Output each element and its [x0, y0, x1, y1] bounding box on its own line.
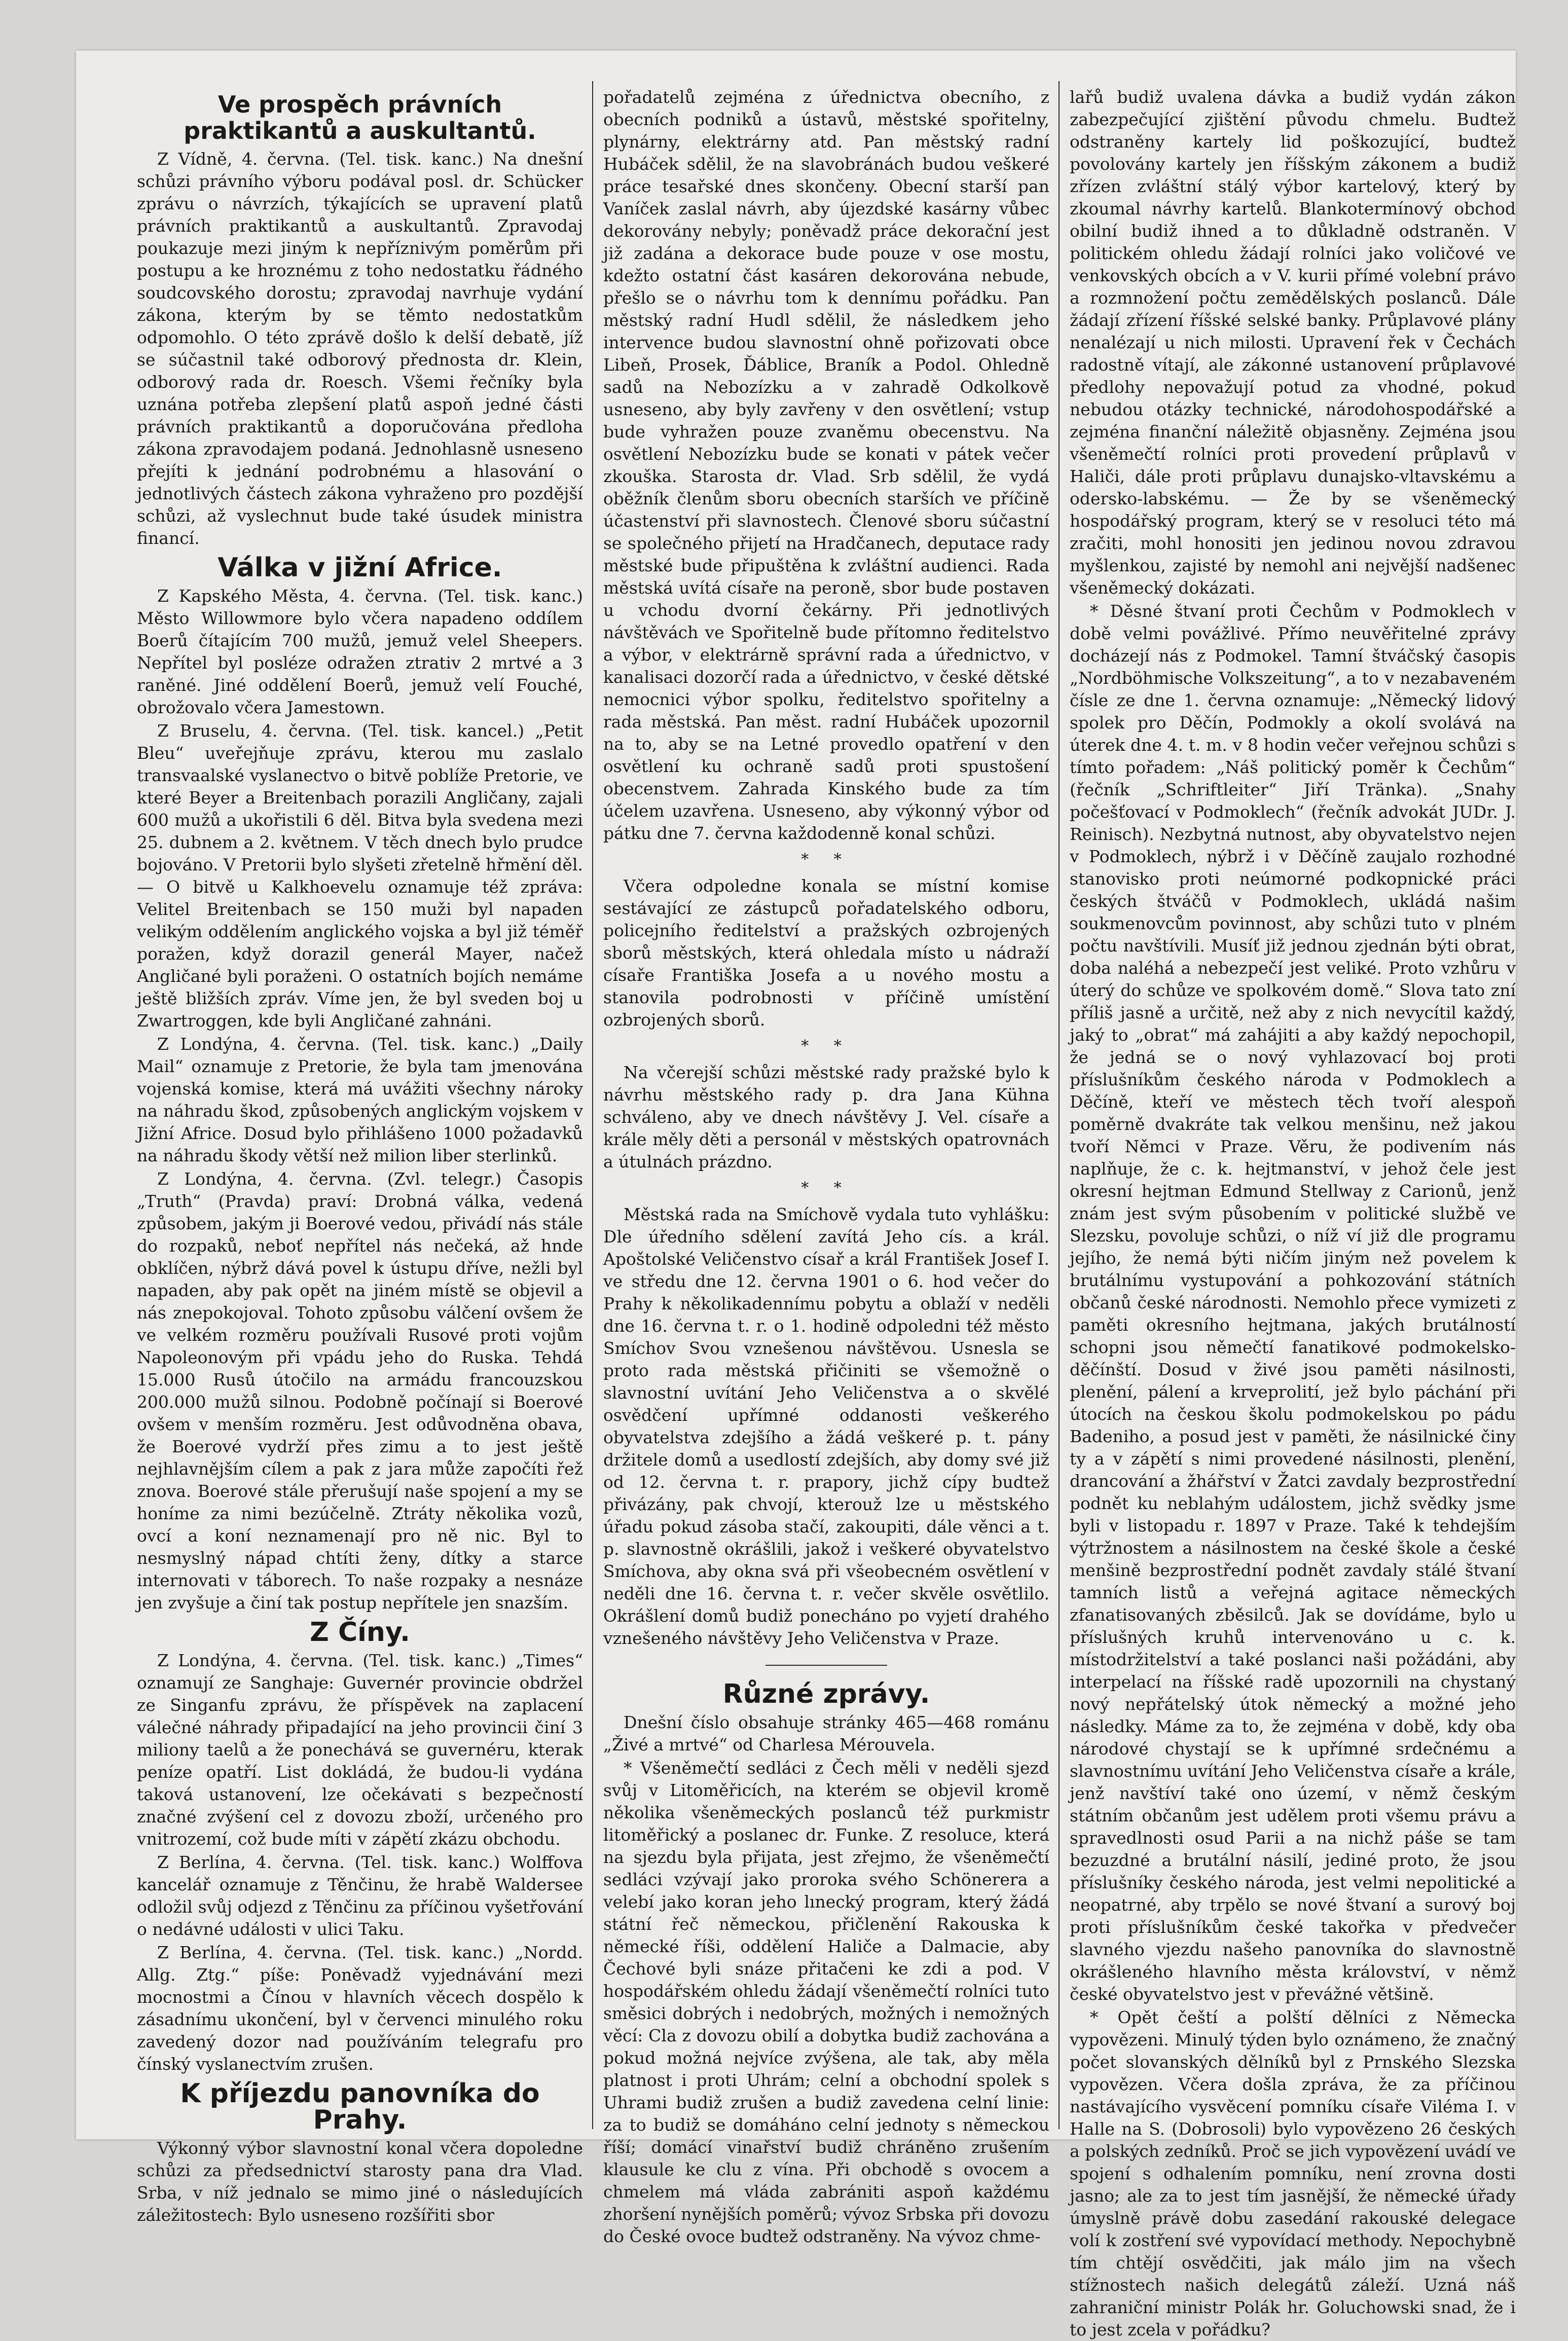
headline-ruzne-zpravy: Různé zprávy. [722, 1679, 930, 1709]
column-middle [603, 86, 1049, 2246]
newspaper-page [76, 51, 1516, 2339]
article-paragraph: Z Bruselu, 4. června. (Tel. tisk. kancel.) „Petit Bleu“ uveřejňuje zprávu, kterou mu zaslalo transvaalské vyslanectvo o bitvě poblíže Pretorie, ve které Beyer a Breitenbach porazili Angličany, zajali 600 mužů a ukořistili 6 děl. Bitva byla svedena mezi 25. dubnem a 2. květnem. V těch dnech bylo prudce bojováno. V Pretorii bylo slyšeti zřetelně hřmění děl. — O bitvě u Kalkhoevelu oznamuje též zpráva: Velitel Breitenbach se 150 muži byl napaden velikým oddělením anglického vojska a byl již téměř poražen, když dorazil generál Mayer, načež Angličané byli poraženi. O ostatních bojích nemáme ještě bližších zpráv. Víme jen, že byl sveden boj u Zwartroggen, kde byli Angličané zahnáni. [137, 721, 583, 1031]
separator-stars: * * [801, 851, 852, 868]
column-rule [592, 81, 593, 2129]
column-rule [1059, 81, 1060, 2129]
article-paragraph: pořadatelů zejména z úřednictva obecního, z obecních podniků a ústavů, městské spořitelny, plynárny, elektrárny atd. Pan městský radní Hubáček sdělil, že na slavobránách budou veškeré práce tesařské dnes skončeny. Obecní starší pan Vaníček zaslal návrh, aby újezdské kasárny vůbec dekorovány nebyly; poněvadž práce dekorační jest již zadána a dekorace bude pouze v ose mostu, kdežto ostatní část kasáren dekorována nebude, přešlo se o návrhu tom k dennímu pořádku. Pan městský radní Hudl sdělil, že následkem jeho intervence budou slavnostní ohně pořizovati obce Libeň, Prosek, Ďáblice, Braník a Podol. Ohledně sadů na Nebozízku a v zahradě Odkolkově usneseno, aby byly zavřeny v den osvětlení; vstup bude vyhražen pouze zvaněmu obecenstvu. Na osvětlení Nebozízku bude se konati v pátek večer zkouška. Starosta dr. Vlad. Srb sdělil, že vydá oběžník členům sboru obecních starších ve příčině účastenství při slavnostech. Členové sboru súčastní se společného přijetí na Hradčanech, deputace rady městské bude připuštěna k zvláštní audienci. Rada městská uvítá císaře na peroně, sbor bude postaven u vchodu dvorní čekárny. Při jednotlivých návštěvách ve Spořitelně bude přítomno ředitelstvo a výbor, v elektrárně správní rada a úřednictvo, v kanalisaci dozorčí rada a úřednictvo, v české dětské nemocnici výbor spolku, ředitelstvo spořitelny a rada městská. Pan měst. radní Hubáček upozornil na to, aby se na Letné provedlo opatření v den osvětlení ku ochraně sadů proti spustošení obecenstvem. Zahrada Kinského bude za tím účelem uzavřena. Usneseno, aby výkonný výbor od pátku dne 7. června každodenně konal schůzi. [603, 87, 1049, 843]
headline-valka: Válka v jižní Africe. [217, 553, 502, 583]
article-paragraph: Z Londýna, 4. června. (Tel. tisk. kanc.) „Daily Mail“ oznamuje z Pretorie, že byla tam jmenována vojenská komise, která má uvážiti všechny nároky na náhradu škod, způsobených anglickým vojskem v Jižní Africe. Dosud bylo přihlášeno 1000 požadavků na náhradu škody větší než milion liber sterlinků. [137, 1034, 583, 1165]
article-paragraph: Z Vídně, 4. června. (Tel. tisk. kanc.) Na dnešní schůzi právního výboru podával posl. dr. Schücker zprávu o návrzích, týkajících se upravení platů právních praktikantů a auskultantů. Zpravodaj poukazuje mezi jiným k nepříznivým poměrům při postupu a ke hroznému z toho nedostatku řádného soudcovského dorostu; zpravodaj navrhuje vydání zákona, kterým by se těmto nedostatkům odpomohlo. O této zprávě došlo k delší debatě, jíž se súčastnil také odborový přednosta dr. Klein, odborový rada dr. Roesch. Všemi řečníky byla uznána potřeba zlepšení platů aspoň jedné části právních praktikantů a doporučována předloha zákona zpravodajem podaná. Jednohlasně usneseno přejíti k jednání podrobnému a hlasování o jednotlivých částech zákona vyhraženo pro pozdější schůzi, až vyslechnut bude také úsudek ministra financí. [137, 149, 583, 548]
section-divider [765, 1665, 887, 1666]
article-paragraph: Včera odpoledne konala se místní komise sestávající ze zástupců pořadatelského odboru, policejního ředitelství a pražských ozbrojených sborů městských, která ohledala místo u nádraží císaře Františka Josefa a u nového mostu a stanovila podrobnosti v příčině umístění ozbrojených sborů. [603, 876, 1049, 1030]
article-paragraph: Z Berlína, 4. června. (Tel. tisk. kanc.) Wolffova kancelář oznamuje z Těnčinu, že hrabě Waldersee odložil svůj odjezd z Těnčinu za příčinou vyšetřování o nedávné události v ulici Taku. [137, 1852, 583, 1939]
headline-prijezd: K příjezdu panovníka do Prahy. [180, 2078, 540, 2135]
article-paragraph: * Všeněmečtí sedláci z Čech měli v neděli sjezd svůj v Litoměřicích, na kterém se objevil kromě několika všeněmeckých poslanců též purkmistr litoměřický a poslanec dr. Funke. Z resoluce, která na sjezdu byla přijata, jest zřejmo, že všeněmečtí sedláci vzývají jako proroka svého Schönerera a velebí jako koran jeho lınecký program, který žádá státní řeč německou, přičlenění Rakouska k německé říši, oddělení Haliče a Dalmacie, aby Čechové byli snáze přitačeni ke zdi a pod. V hospodářském ohledu žádají všeněmečtí rolníci tuto směsici dobrých i nedobrých, možných i nemožných věcí: Cla z dovozu obilí a dobytka budiž zachována a pokud možná nejvíce zvýšena, ale tak, aby měla platnost i proti Uhrám; celní a obchodní spolek s Uhrami budiž zrušen a budiž zavedena celní linie: za to budiž se domáháno celní jednoty s německou říší; domácí vinařství budiž chráněno zrušením klausule ke clu z vína. Při obchodě s ovocem a chmelem má vláda zabrániti aspoň každému zhoršení nynějších poměrů; vývoz Srbska při dovozu do České ovoce budtež odstraněny. Na vývoz chme- [603, 1758, 1049, 2246]
article-paragraph: Městská rada na Smíchově vydala tuto vyhlášku: Dle úředního sdělení zavítá Jeho cís. a král. Apoštolské Veličenstvo císař a král František Josef I. ve středu dne 12. června 1901 o 6. hod večer do Prahy k několikadennímu pobytu a oblaží v neděli dne 16. června t. r. o 1. hodině odpoledni též město Smíchov Svou vznešenou návštěvou. Usnesla se proto rada městská přičiniti se všemožně o slavnostní uvítání Jeho Veličenstva a o skvělé osvědčení upřímné oddanosti veškerého obyvatelstva zdejšího a žádá veškeré p. t. pány držitele domů a usedlostí zdejších, aby domy své již od 12. června t. r. prapory, jichž cípy budtež přivázány, pak chvojí, kterouž lze u městského úřadu pokud zásoba stačí, zakoupiti, dále věnci a t. p. slavnostně okrášlili, jakož i veškeré obyvatelstvo Smíchova, aby okna svá při všeobecném osvětlení v neděli dne 16. června t. r. večer skvěle osvětlilo. Okrášlení domů budiž ponecháno po vyjetí drahého vznešeného návštěvy Jeho Veličenstva v Praze. [603, 1204, 1049, 1648]
headline-prakticanti: Ve prospěch právních praktikantů a auskultantů. [184, 91, 536, 144]
article-paragraph: lařů budiž uvalena dávka a budiž vydán zákon zabezpečující zjištění původu chmelu. Budtež odstraněny kartely lid poškozující, budtež povolovány kartely jen říšským zákonem a budiž zřízen zvláštní stálý výbor kartelový, který by zkoumal návrhy kartelů. Blankotermínový obchod obilní budiž ihned a to důkladně odstraněn. V politickém ohledu žádají rolníci jako voličové ve venkovských obcích a v V. kurii přímé volební právo a rozmnožení počtu zemědělských poslanců. Dále žádají zřízení říšské selské banky. Průplavové plány nenalézají u nich milosti. Upravení řek v Čechách radostně vítají, ale zákonné ustanovení průplavové předlohy nepovažují potud za vhodné, pokud nebudou otázky technické, národohospodářské a zejména finanční náležitě objasněny. Zejména jsou všeněmečtí rolníci proti provedení průplavů v Haliči, dále proti průplavu dunajsko-vltavskému a odersko-labskému. — Že by se všeněmecký hospodářský program, který se v resoluci této má zračiti, mohl honositi jen jedinou novou zdravou myšlenkou, zajisté by nemohl ani nejvější nadšenec všeněmecký dokázati. [1070, 87, 1516, 598]
article-paragraph: Na včerejší schůzi městské rady pražské bylo k návrhu městského rady p. dra Jana Kühna schváleno, aby ve dnech návštěvy J. Vel. císaře a krále měly děti a personál v městských opatrovnách a útulnách prázdno. [603, 1063, 1049, 1172]
article-paragraph: Dnešní číslo obsahuje stránky 465—468 románu „Živé a mrtvé“ od Charlesa Mérouvela. [603, 1712, 1049, 1754]
article-paragraph: Z Londýna, 4. června. (Tel. tisk. kanc.) „Times“ oznamují ze Sanghaje: Guvernér provincie obdržel ze Singanfu zprávu, že příspěvek na zaplacení válečné náhrady připadající na jeho provincii činí 3 miliony taelů a že ponechává se guvernéru, kterak peníze opatří. List dokládá, že budou-li vydána taková ustanovení, lze očekávati s bezpečností značné zvýšení cel z dovozu zboží, určeného pro vnitrozemí, což bude míti v zápětí zkázu obchodu. [137, 1651, 583, 1849]
headline-ciny: Z Číny. [310, 1617, 410, 1648]
column-left [137, 86, 583, 2225]
article-paragraph: Z Berlína, 4. června. (Tel. tisk. kanc.) „Nordd. Allg. Ztg.“ píše: Poněvadž vyjednávání mezi mocnostmi a Čínou v hlavních věcech dospělo k zásadnímu ukončení, byl v červenci minulého roku zavedený dozor nad používáním telegrafu pro čínský vyslanectvím zrušen. [137, 1943, 583, 2074]
article-paragraph: Z Kapského Města, 4. června. (Tel. tisk. kanc.) Město Willowmore bylo včera napadeno oddílem Boerů čítajícím 700 mužů, jemuž velel Sheepers. Nepřítel byl posléze odražen ztrativ 2 mrtvé a 3 raněné. Jiné oddělení Boerů, jemuž velí Fouché, obrožovalo včera Jamestown. [137, 586, 583, 717]
article-paragraph: Výkonný výbor slavnostní konal včera dopoledne schůzi za předsednictví starosty pana dra Vlad. Srba, v níž jednalo se mimo jiné o následujících záležitostech: Bylo usneseno rozšířiti sbor [137, 2138, 583, 2225]
article-paragraph: * Děsné štvaní proti Čechům v Podmoklech v době velmi povážlivé. Přímo neuvěřitelné zprávy docházejí nás z Podmokel. Tamní štváčský časopis „Nordböhmische Volkszeitung“, a to v nezabaveném čísle ze dne 1. června oznamuje: „Německý lidový spolek pro Děčín, Podmokly a okolí svolává na úterek dne 4. t. m. v 8 hodin večer veřejnou schůzi s tímto pořadem: „Náš politický poměr k Čechům“ (řečník „Schriftleiter“ Jiří Tränka). „Snahy počešťovací v Podmoklech“ (řečník advokát JUDr. J. Reinisch). Nezbytná nutnost, aby obyvatelstvo nejen v Podmoklech, nýbrž i v Děčíně zaujalo rozhodné stanovisko proti neúmorné podkopnické práci českých štváčů v Podmoklech, ukládá našim soukmenovcům povinnost, aby schůzi tuto v plném počtu navštívili. Musíť již jednou zjednán býti obrat, doba naléhá a nebezpečí jest veliké. Proto vzhůru v úterý do schůze ve spolkovém domě.“ Slova tato zní příliš jasně a určitě, než aby z nich nevycítil každý, jaký to „obrat“ má zahájiti a aby každý nepochopil, že jedná se o nový vyhlazovací boj proti příslušníkům českého národa v Podmoklech a Děčíně, kteří ve městech těch tvoří alespoň poměrně dvakráte tak velkou menšinu, než jakou tvoří Němci v Praze. Věru, že podivením nás naplňuje, že c. k. hejtmanství, v jehož čele jest okresní hejtman Edmund Stellway z Carionů, jenž znám jest svým působením v politické službě ve Slezsku, povoluje schůzi, o níž ví již dle programu jejího, že nemá býti ničím jiným než povelem k brutálnímu vystupování a pohkozování státních občanů české národnosti. Nemohlo přece vymizeti z paměti okresního hejtmana, jakých brutálností schopni jsou němečtí fanatikové podmokelsko-děčínští. Dosud v živé jsou paměti násilnosti, plenění, pálení a krveprolití, jež bylo páchání při útocích na českou školu podmokelskou po pádu Badeniho, a posud jest v paměti, že násilnické činy ty a v zápětí s nimi provedené násilnosti, plenění, drancování a žhářství v Žatci zavdaly bezprostřední podnět ku neblahým událostem, jichž svědky jsme byli v listopadu r. 1897 v Praze. Také k tehdejším výtržnostem a násilnostem na české škole a české menšině bezprostřední podnět zavdaly stálé štvaní tamních listů a veřejná agitace německých zfanatisovaných zběsilců. Jak se dovídáme, bylo u příslušných kruhů intervenováno u c. k. místodržitelství a také poslanci naši požádáni, aby interpelací na říšské radě upozornili na chystaný nový nepřátelský útok německý a možné jeho následky. Máme za to, že zejména v době, kdy oba národové chystají se k upřímné srdečnému a slavnostnímu uvítání Jeho Veličenstva císaře a krále, jenž navštíví také ono území, v němž českým státním občanům jest udělem proti všemu právu a spravedlnosti osud Parii a na nichž páše se tam bezuzdné a brutální násilí, jediné proto, že jsou příslušníky českého národa, jest velmi nepolitické a neopatrné, aby trpělo se nové štvaní a surový boj proti příslušníkům české takořka v předvečer slavného vjezdu našeho panovníka do slavnostně okrášleného hlavního města království, v němž české obyvatelstvo jest v převážné většině. [1070, 601, 1516, 2004]
separator-stars: * * [801, 1037, 852, 1055]
article-paragraph: Z Londýna, 4. června. (Zvl. telegr.) Časopis „Truth“ (Pravda) praví: Drobná válka, vedená způsobem, jakým ji Boerové vedou, přivádí nás stále do rozpaků, neboť nepřítel nás nečeká, až hnde obklíčen, nýbrž dává povel k ústupu dříve, nežli byl napaden, aby pak opět na jiném místě se objevil a nás znepokojoval. Tohoto způsobu válčení ovšem že ve velkém rozměru používali Rusové proti vojům Napoleonovým při vpádu jeho do Ruska. Tehdá 15.000 Rusů útočilo na armádu francouzskou 200.000 mužů silnou. Podobně počínají si Boerové ovšem v menším rozměru. Jest odůvodněna obava, že Boerové vydrží přes zimu a to jest ještě nejhlavnějším cílem a pak z jara může započíti řež znova. Boerové stále přerušují naše spojení a my se honíme za nimi bezúčelně. Ztráty několika vozů, ovcí a koní neznamenají pro ně nic. Byl to nesmyslný nápad chtíti ženy, dítky a starce internovati v táborech. To naše rozpaky a nesnáze jen zvyšuje a činí tak postup nepřítele jen snazším. [137, 1169, 583, 1613]
article-paragraph: * Opět čeští a polští dělníci z Německa vypovězeni. Minulý týden bylo oznámeno, že značný počet slovanských dělníků byl z Prnského Slezska vypovězen. Včera došla zpráva, že za příčinou nastávajícího vysvěcení pomníku císaře Viléma I. v Halle na S. (Dobrosoli) bylo vypovězeno 26 českých a polských zedníků. Proč se jich vypovězení uvádí ve spojení s odhalením pomníku, není zrovna dosti jasno; ale za to jest tím jasnější, že německé úřady úmyslně právě dobu zasedání rakouské delegace volí k zostření své vypovídací methody. Nepochybně tím chtějí osvědčiti, jak málo jim na všech stížnostech našich delegátů záleží. Uzná náš zahraniční ministr Polák hr. Goluchowski snad, že i to jest zcela v pořádku? [1070, 2007, 1516, 2339]
separator-stars: * * [801, 1179, 852, 1197]
column-right [1070, 86, 1516, 2339]
